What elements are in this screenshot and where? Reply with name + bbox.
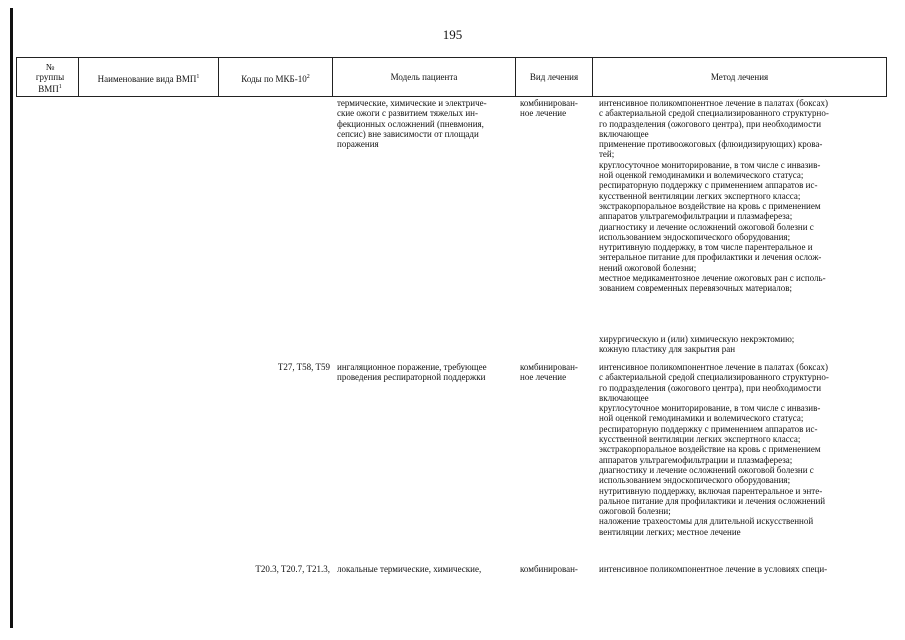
row2-mkb-codes: T27, T58, T59 — [277, 362, 330, 372]
row1-treatment-method: интенсивное поликомпонентное лечение в палатах (боксах) с абактериальной средой специализированного структурно- го подразделения (ожогового центра), при необходимости включающее применение противоожоговых (флюидизирующих) крова- тей; круглосуточное мониторирование, в том числе с инвазив- ной оценкой гемодинамики и волемического статуса; респираторную поддержку с применением аппаратов ис- кусственной вентиляции легких экспертного класса; экстракорпоральное воздействие на кровь с применением аппаратов ультрагемофильтрации и плазмафереза; диагностику и лечение осложнений ожоговой болезни с использованием эндоскопического оборудования; нутритивную поддержку, в том числе парентеральное и энтеральное питание для профилактики и лечения ослож- нений ожоговой болезни; местное медикаментозное лечение ожоговых ран с исполь- зованием современных перевязочных материалов; — [599, 98, 829, 294]
row3-treatment-type: комбинирован- — [520, 564, 578, 574]
row2-treatment-method: интенсивное поликомпонентное лечение в палатах (боксах) с абактериальной средой специализированного структурно- го подразделения (ожогового центра), при необходимости включающее круглосуточное мониторирование, в том числе с инвазив- ной оценкой гемодинамики и волемического статуса; респираторную поддержку с применением аппаратов ис- кусственной вентиляции легких экспертного класса; экстракорпоральное воздействие на кровь с применением аппаратов ультрагемофильтрации и плазмафереза; диагностику и лечение осложнений ожоговой болезни с использованием эндоскопического оборудования; нутритивную поддержку, включая парентеральное и энте- ральное питание для профилактики и лечения осложнений ожоговой болезни; наложение трахеостомы для длительной искусственной вентиляции легких; местное лечение — [599, 362, 829, 537]
col-divider — [592, 57, 593, 97]
page-number: 195 — [442, 27, 463, 42]
row3-patient-model: локальные термические, химические, — [337, 564, 482, 574]
row1-treatment-type: комбинирован- ное лечение — [520, 98, 578, 119]
header-treatment-method: Метод лечения — [710, 72, 769, 82]
row3-treatment-method: интенсивное поликомпонентное лечение в условиях специ- — [599, 564, 828, 574]
header-patient-model: Модель пациента — [390, 72, 458, 82]
header-group-no: № группы ВМП$^1$ — [35, 62, 65, 94]
header-vmp-name: Наименование вида ВМП$^1$ — [97, 74, 200, 84]
col-divider — [886, 57, 887, 97]
col-divider — [16, 57, 17, 97]
header-mkb-codes: Коды по МКБ-$10^2$ — [241, 74, 310, 84]
col-divider — [332, 57, 333, 97]
page-left-border — [10, 8, 13, 628]
row3-mkb-codes: T20.3, T20.7, T21.3, — [255, 564, 330, 574]
header-treatment-type: Вид лечения — [529, 72, 579, 82]
row1-patient-model: термические, химические и электриче- ские ожоги с развитием тяжелых ин- фекционных осложнений (пневмония, сепсис) вне зависимости от площади поражения — [337, 98, 487, 150]
row2-treatment-type: комбинирован- ное лечение — [520, 362, 578, 383]
table-header-bottom-border — [16, 96, 887, 97]
col-divider — [78, 57, 79, 97]
table-top-border — [16, 57, 887, 58]
row1-treatment-method-continued: хирургическую и (или) химическую некрэктомию; кожную пластику для закрытия ран — [599, 334, 795, 355]
col-divider — [515, 57, 516, 97]
col-divider — [218, 57, 219, 97]
row2-patient-model: ингаляционное поражение, требующее проведения респираторной поддержки — [337, 362, 487, 383]
